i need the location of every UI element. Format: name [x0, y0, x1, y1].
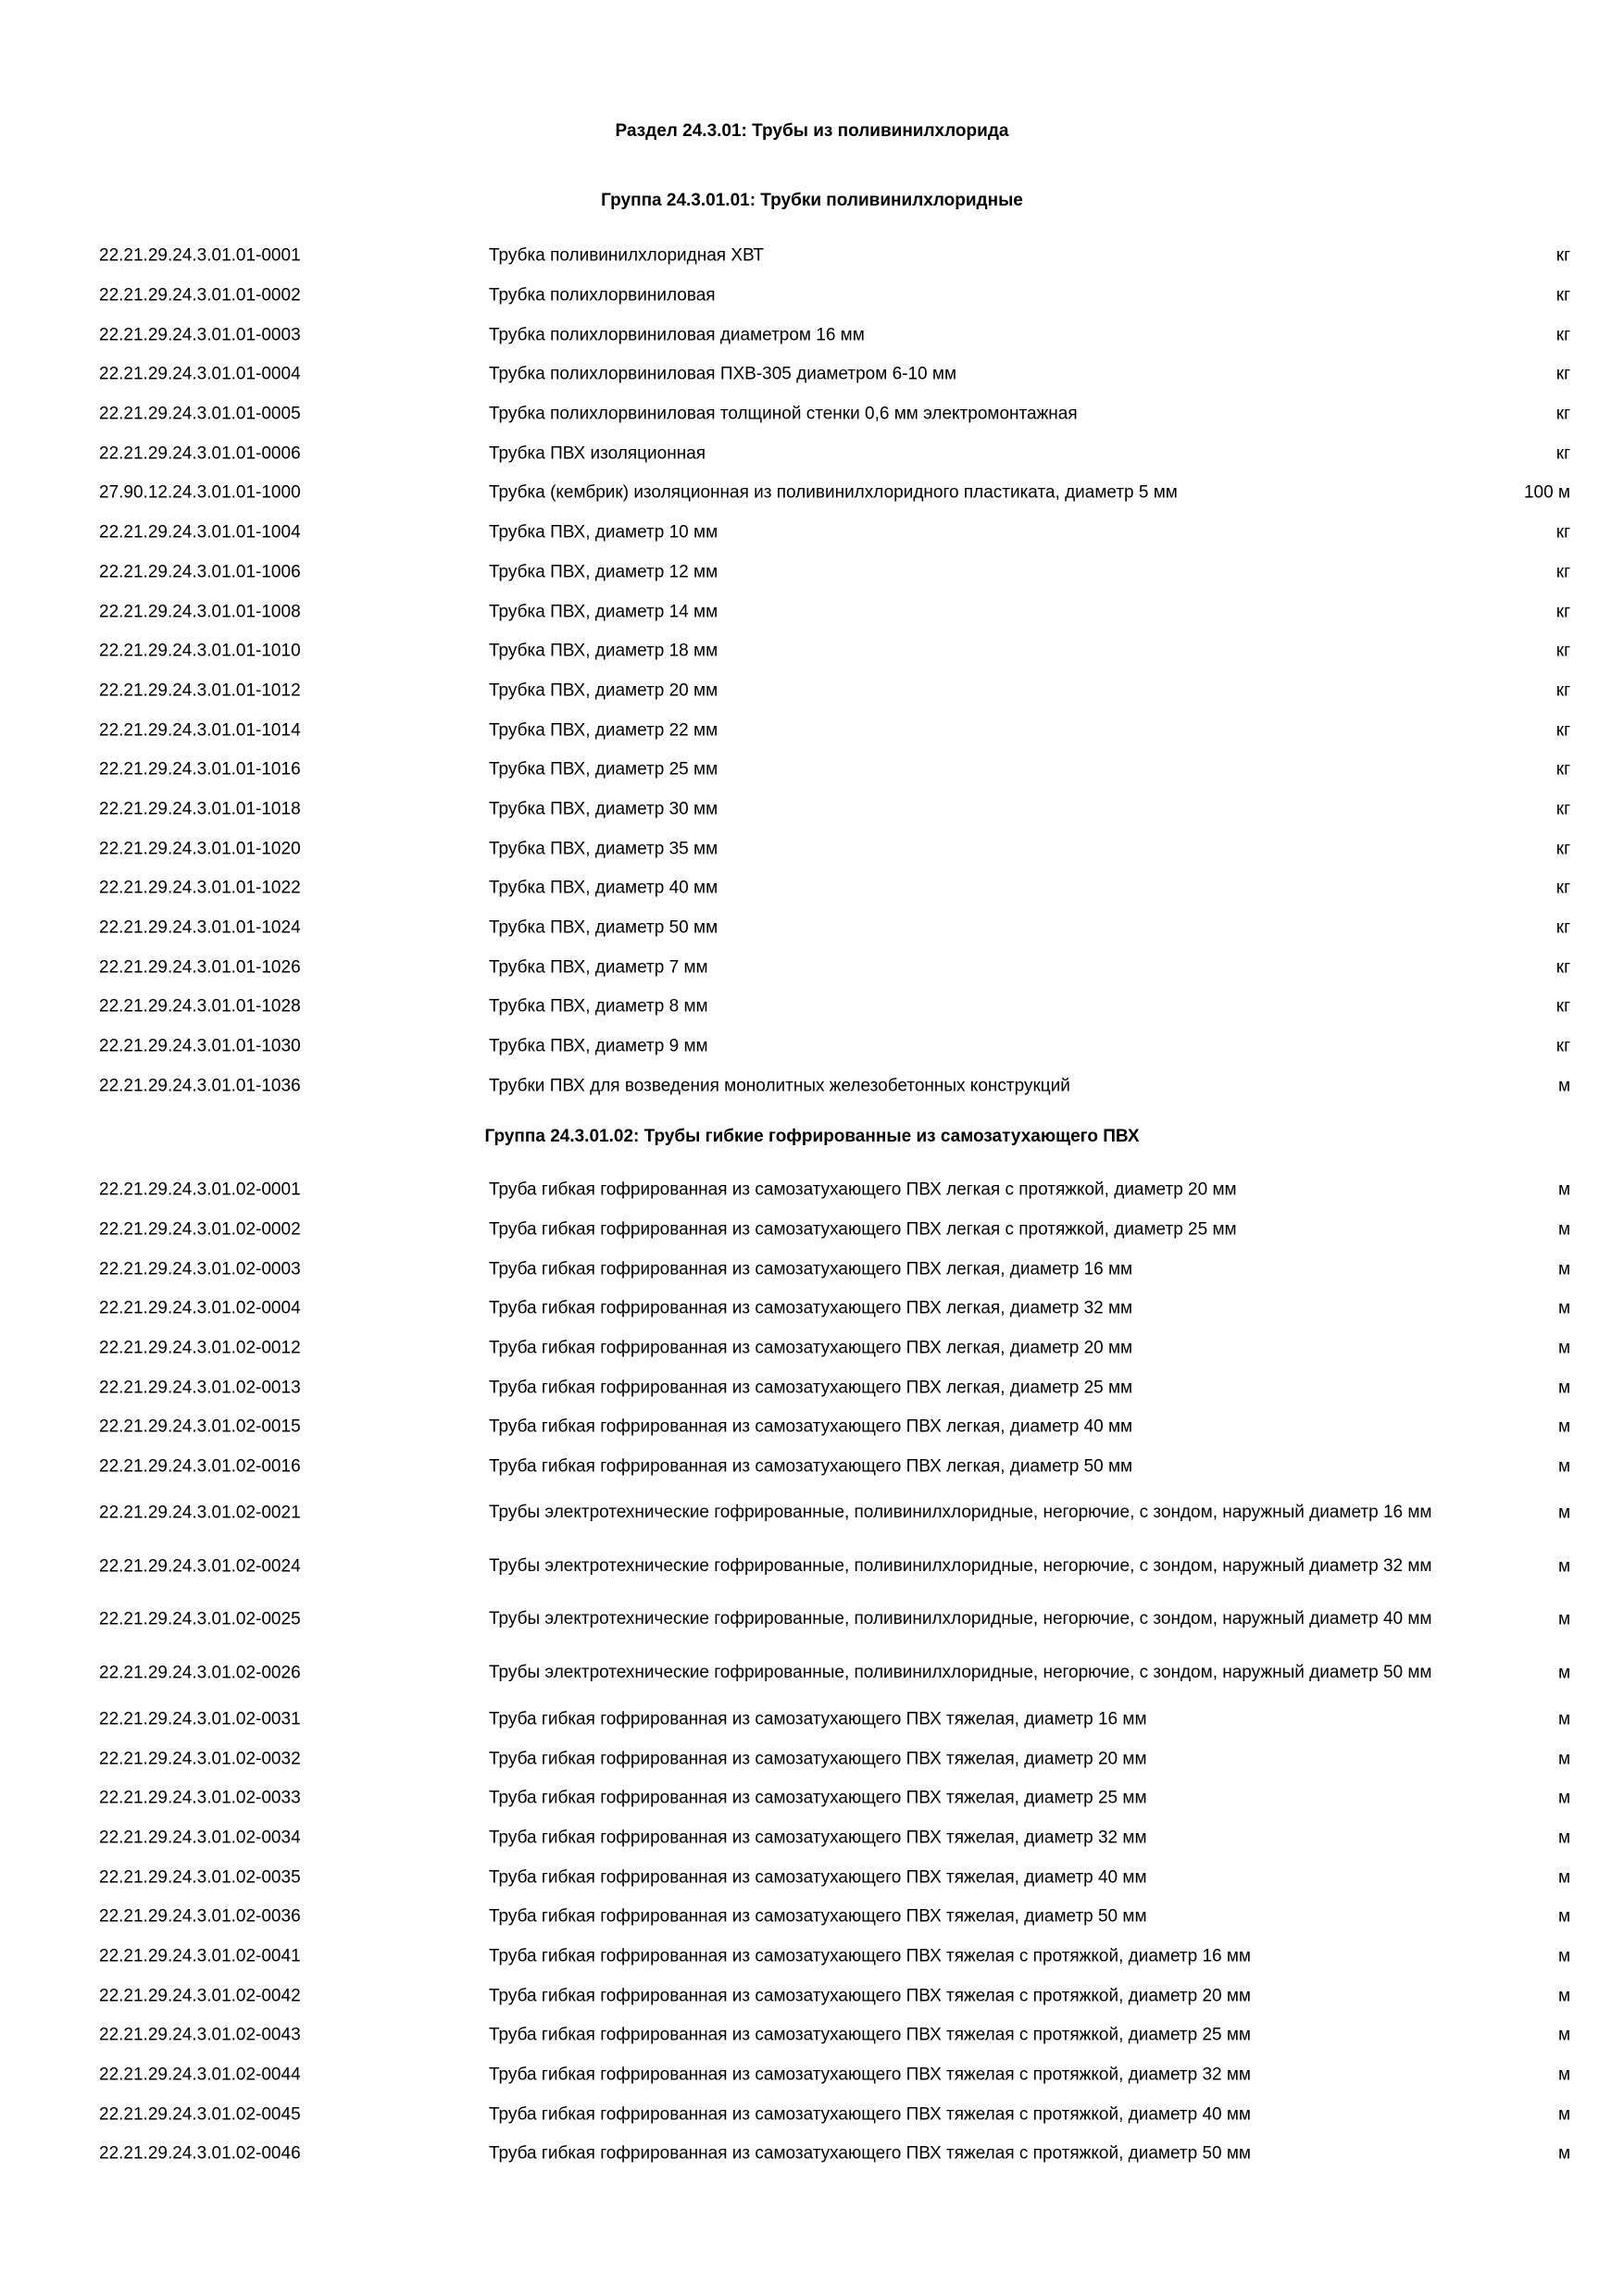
table-row — [0, 1170, 1624, 1210]
resource-code: 22.21.29.24.3.01.02-0043 — [99, 2025, 301, 2045]
resource-code: 22.21.29.24.3.01.02-0046 — [99, 2143, 301, 2164]
resource-name: Трубка ПВХ, диаметр 9 мм — [489, 1036, 708, 1056]
resource-code: 22.21.29.24.3.01.02-0033 — [99, 1788, 301, 1808]
unit-of-measure: м — [1557, 1867, 1570, 1888]
unit-of-measure: кг — [1555, 404, 1570, 424]
resource-code: 22.21.29.24.3.01.02-0012 — [99, 1338, 301, 1358]
resource-name: Трубы электротехнические гофрированные, поливинилхлоридные, негорючие, с зондом, наружный диаметр 40 мм — [489, 1609, 1432, 1629]
table-row — [0, 1593, 1624, 1647]
unit-of-measure: кг — [1555, 878, 1570, 898]
resource-code: 22.21.29.24.3.01.02-0035 — [99, 1867, 301, 1888]
table-row — [0, 671, 1624, 711]
resource-code: 22.21.29.24.3.01.02-0015 — [99, 1416, 301, 1437]
unit-of-measure: м — [1557, 1709, 1570, 1729]
table-row — [0, 1540, 1624, 1593]
table-row — [0, 1210, 1624, 1250]
table-row — [0, 1818, 1624, 1858]
unit-of-measure: м — [1557, 1749, 1570, 1769]
table-row — [0, 1937, 1624, 1977]
table-row — [0, 473, 1624, 513]
resource-name: Труба гибкая гофрированная из самозатухающего ПВХ легкая с протяжкой, диаметр 20 мм — [489, 1179, 1237, 1200]
table-row — [0, 631, 1624, 671]
resource-name: Трубка полихлорвиниловая толщиной стенки 0,6 мм электромонтажная — [489, 404, 1078, 424]
unit-of-measure: м — [1557, 2065, 1570, 2085]
unit-of-measure: кг — [1555, 364, 1570, 384]
group-1-rows — [0, 236, 1624, 1105]
resource-name: Труба гибкая гофрированная из самозатухающего ПВХ тяжелая с протяжкой, диаметр 20 мм — [489, 1986, 1251, 2006]
resource-code: 22.21.29.24.3.01.01-1026 — [99, 957, 301, 978]
unit-of-measure: м — [1557, 1946, 1570, 1966]
table-row — [0, 2094, 1624, 2134]
unit-of-measure: м — [1557, 1609, 1570, 1629]
unit-of-measure: кг — [1555, 839, 1570, 859]
resource-name: Труба гибкая гофрированная из самозатухающего ПВХ тяжелая с протяжкой, диаметр 16 мм — [489, 1946, 1251, 1966]
resource-name: Труба гибкая гофрированная из самозатухающего ПВХ тяжелая, диаметр 16 мм — [489, 1709, 1147, 1729]
resource-name: Трубы электротехнические гофрированные, поливинилхлоридные, негорючие, с зондом, наружный диаметр 16 мм — [489, 1503, 1432, 1523]
resource-code: 22.21.29.24.3.01.01-1020 — [99, 839, 301, 859]
resource-code: 22.21.29.24.3.01.02-0016 — [99, 1456, 301, 1477]
resource-name: Трубка ПВХ, диаметр 35 мм — [489, 839, 718, 859]
unit-of-measure: м — [1557, 1663, 1570, 1683]
table-row — [0, 750, 1624, 790]
unit-of-measure: кг — [1555, 245, 1570, 266]
resource-code: 22.21.29.24.3.01.02-0044 — [99, 2065, 301, 2085]
table-row — [0, 947, 1624, 987]
table-row — [0, 513, 1624, 553]
table-row — [0, 1739, 1624, 1778]
resource-code: 22.21.29.24.3.01.01-0006 — [99, 443, 301, 464]
resource-code: 22.21.29.24.3.01.02-0042 — [99, 1986, 301, 2006]
resource-code: 22.21.29.24.3.01.02-0021 — [99, 1503, 301, 1523]
unit-of-measure: кг — [1555, 562, 1570, 582]
unit-of-measure: м — [1557, 1378, 1570, 1398]
resource-code: 22.21.29.24.3.01.01-0003 — [99, 325, 301, 345]
resource-code: 22.21.29.24.3.01.02-0026 — [99, 1663, 301, 1683]
resource-code: 22.21.29.24.3.01.01-0001 — [99, 245, 301, 266]
table-row — [0, 1646, 1624, 1700]
unit-of-measure: м — [1557, 2104, 1570, 2125]
resource-code: 22.21.29.24.3.01.01-1024 — [99, 917, 301, 938]
resource-name: Трубка ПВХ, диаметр 12 мм — [489, 562, 718, 582]
resource-name: Трубка полихлорвиниловая ПХВ-305 диаметром 6-10 мм — [489, 364, 957, 384]
table-row — [0, 236, 1624, 276]
resource-code: 22.21.29.24.3.01.01-1006 — [99, 562, 301, 582]
resource-name: Трубка ПВХ, диаметр 8 мм — [489, 996, 708, 1017]
table-row — [0, 908, 1624, 948]
table-row — [0, 2134, 1624, 2174]
resource-name: Трубка ПВХ, диаметр 20 мм — [489, 680, 718, 701]
resource-code: 22.21.29.24.3.01.02-0001 — [99, 1179, 301, 1200]
unit-of-measure: м — [1557, 1219, 1570, 1240]
table-row — [0, 1857, 1624, 1897]
resource-name: Труба гибкая гофрированная из самозатухающего ПВХ легкая, диаметр 32 мм — [489, 1298, 1133, 1318]
resource-name: Трубы электротехнические гофрированные, поливинилхлоридные, негорючие, с зондом, наружный диаметр 32 мм — [489, 1555, 1432, 1576]
resource-code: 22.21.29.24.3.01.02-0025 — [99, 1609, 301, 1629]
table-row — [0, 355, 1624, 394]
resource-code: 22.21.29.24.3.01.01-1008 — [99, 602, 301, 622]
unit-of-measure: м — [1557, 2143, 1570, 2164]
unit-of-measure: кг — [1555, 641, 1570, 661]
resource-code: 22.21.29.24.3.01.01-1018 — [99, 799, 301, 819]
table-row — [0, 1249, 1624, 1289]
unit-of-measure: м — [1557, 1179, 1570, 1200]
table-row — [0, 276, 1624, 316]
resource-name: Трубка ПВХ, диаметр 22 мм — [489, 720, 718, 741]
unit-of-measure: кг — [1555, 285, 1570, 306]
resource-code: 22.21.29.24.3.01.02-0031 — [99, 1709, 301, 1729]
resource-name: Труба гибкая гофрированная из самозатухающего ПВХ тяжелая, диаметр 40 мм — [489, 1867, 1147, 1888]
table-row — [0, 790, 1624, 830]
unit-of-measure: кг — [1555, 917, 1570, 938]
unit-of-measure: м — [1557, 1556, 1570, 1577]
table-row — [0, 868, 1624, 908]
resource-name: Трубка ПВХ изоляционная — [489, 443, 706, 464]
table-row — [0, 1487, 1624, 1541]
resource-name: Труба гибкая гофрированная из самозатухающего ПВХ тяжелая с протяжкой, диаметр 32 мм — [489, 2065, 1251, 2085]
resource-name: Труба гибкая гофрированная из самозатухающего ПВХ тяжелая, диаметр 32 мм — [489, 1828, 1147, 1848]
resource-name: Трубка полихлорвиниловая — [489, 285, 716, 306]
unit-of-measure: кг — [1555, 957, 1570, 978]
unit-of-measure: м — [1557, 1259, 1570, 1279]
resource-code: 22.21.29.24.3.01.02-0045 — [99, 2104, 301, 2125]
group-title-1: Группа 24.3.01.01: Трубки поливинилхлоридные — [601, 191, 1023, 210]
resource-name: Трубка ПВХ, диаметр 10 мм — [489, 522, 718, 543]
unit-of-measure: кг — [1555, 1036, 1570, 1056]
table-row — [0, 1700, 1624, 1740]
resource-name: Труба гибкая гофрированная из самозатухающего ПВХ легкая, диаметр 20 мм — [489, 1338, 1133, 1358]
resource-name: Труба гибкая гофрированная из самозатухающего ПВХ тяжелая, диаметр 50 мм — [489, 1906, 1147, 1927]
resource-code: 22.21.29.24.3.01.01-0004 — [99, 364, 301, 384]
resource-code: 22.21.29.24.3.01.01-1022 — [99, 878, 301, 898]
group-2-rows — [0, 1170, 1624, 2174]
resource-code: 22.21.29.24.3.01.01-1014 — [99, 720, 301, 741]
resource-name: Труба гибкая гофрированная из самозатухающего ПВХ легкая, диаметр 50 мм — [489, 1456, 1133, 1477]
unit-of-measure: м — [1557, 1076, 1570, 1096]
table-row — [0, 987, 1624, 1027]
resource-code: 22.21.29.24.3.01.02-0041 — [99, 1946, 301, 1966]
table-row — [0, 1329, 1624, 1368]
resource-code: 22.21.29.24.3.01.02-0003 — [99, 1259, 301, 1279]
resource-name: Труба гибкая гофрированная из самозатухающего ПВХ легкая, диаметр 40 мм — [489, 1416, 1133, 1437]
unit-of-measure: м — [1557, 1416, 1570, 1437]
unit-of-measure: м — [1557, 1986, 1570, 2006]
resource-name: Труба гибкая гофрированная из самозатухающего ПВХ тяжелая с протяжкой, диаметр 25 мм — [489, 2025, 1251, 2045]
table-row — [0, 592, 1624, 631]
resource-name: Трубка ПВХ, диаметр 14 мм — [489, 602, 718, 622]
unit-of-measure: м — [1557, 1456, 1570, 1477]
table-row — [0, 829, 1624, 868]
table-row — [0, 1027, 1624, 1067]
resource-code: 22.21.29.24.3.01.01-1004 — [99, 522, 301, 543]
unit-of-measure: м — [1557, 2025, 1570, 2045]
unit-of-measure: кг — [1555, 443, 1570, 464]
unit-of-measure: кг — [1555, 325, 1570, 345]
unit-of-measure: кг — [1555, 720, 1570, 741]
group-title-2: Группа 24.3.01.02: Трубы гибкие гофрированные из самозатухающего ПВХ — [484, 1127, 1140, 1146]
resource-name: Трубка поливинилхлоридная ХВТ — [489, 245, 765, 266]
resource-code: 22.21.29.24.3.01.01-0005 — [99, 404, 301, 424]
table-row — [0, 394, 1624, 434]
resource-name: Трубка ПВХ, диаметр 50 мм — [489, 917, 718, 938]
resource-code: 22.21.29.24.3.01.01-1010 — [99, 641, 301, 661]
unit-of-measure: м — [1557, 1788, 1570, 1808]
resource-name: Трубка ПВХ, диаметр 30 мм — [489, 799, 718, 819]
unit-of-measure: кг — [1555, 996, 1570, 1017]
resource-code: 22.21.29.24.3.01.02-0013 — [99, 1378, 301, 1398]
resource-name: Труба гибкая гофрированная из самозатухающего ПВХ легкая с протяжкой, диаметр 25 мм — [489, 1219, 1237, 1240]
section-title: Раздел 24.3.01: Трубы из поливинилхлорида — [615, 121, 1009, 141]
resource-name: Трубка ПВХ, диаметр 25 мм — [489, 759, 718, 780]
unit-of-measure: м — [1557, 1828, 1570, 1848]
resource-name: Труба гибкая гофрированная из самозатухающего ПВХ тяжелая, диаметр 25 мм — [489, 1788, 1147, 1808]
unit-of-measure: кг — [1555, 522, 1570, 543]
resource-code: 22.21.29.24.3.01.01-0002 — [99, 285, 301, 306]
resource-name: Трубки ПВХ для возведения монолитных железобетонных конструкций — [489, 1076, 1070, 1096]
table-row — [0, 1897, 1624, 1937]
table-row — [0, 1066, 1624, 1105]
resource-name: Труба гибкая гофрированная из самозатухающего ПВХ легкая, диаметр 16 мм — [489, 1259, 1133, 1279]
resource-code: 22.21.29.24.3.01.02-0032 — [99, 1749, 301, 1769]
table-row — [0, 553, 1624, 593]
resource-code: 22.21.29.24.3.01.01-1016 — [99, 759, 301, 780]
resource-code: 22.21.29.24.3.01.01-1028 — [99, 996, 301, 1017]
unit-of-measure: кг — [1555, 602, 1570, 622]
resource-name: Трубка ПВХ, диаметр 18 мм — [489, 641, 718, 661]
table-row — [0, 2015, 1624, 2055]
resource-name: Трубка ПВХ, диаметр 7 мм — [489, 957, 708, 978]
table-row — [0, 1447, 1624, 1487]
unit-of-measure: м — [1557, 1298, 1570, 1318]
table-row — [0, 433, 1624, 473]
resource-name: Труба гибкая гофрированная из самозатухающего ПВХ тяжелая, диаметр 20 мм — [489, 1749, 1147, 1769]
unit-of-measure: кг — [1555, 759, 1570, 780]
resource-code: 22.21.29.24.3.01.01-1036 — [99, 1076, 301, 1096]
table-row — [0, 710, 1624, 750]
resource-name: Трубы электротехнические гофрированные, поливинилхлоридные, негорючие, с зондом, наружный диаметр 50 мм — [489, 1662, 1432, 1682]
resource-code: 22.21.29.24.3.01.01-1030 — [99, 1036, 301, 1056]
resource-name: Трубка полихлорвиниловая диаметром 16 мм — [489, 325, 865, 345]
table-row — [0, 2055, 1624, 2095]
resource-code: 22.21.29.24.3.01.02-0036 — [99, 1906, 301, 1927]
resource-code: 22.21.29.24.3.01.02-0024 — [99, 1556, 301, 1577]
unit-of-measure: м — [1557, 1906, 1570, 1927]
table-row — [0, 1367, 1624, 1407]
unit-of-measure: кг — [1555, 680, 1570, 701]
resource-name: Трубка (кембрик) изоляционная из поливинилхлоридного пластиката, диаметр 5 мм — [489, 482, 1178, 503]
table-row — [0, 1976, 1624, 2015]
unit-of-measure: м — [1557, 1338, 1570, 1358]
unit-of-measure: 100 м — [1523, 482, 1570, 503]
unit-of-measure: м — [1557, 1503, 1570, 1523]
resource-code: 22.21.29.24.3.01.01-1012 — [99, 680, 301, 701]
table-row — [0, 1407, 1624, 1447]
resource-code: 22.21.29.24.3.01.02-0034 — [99, 1828, 301, 1848]
resource-name: Труба гибкая гофрированная из самозатухающего ПВХ легкая, диаметр 25 мм — [489, 1378, 1133, 1398]
table-row — [0, 1778, 1624, 1818]
resource-code: 22.21.29.24.3.01.02-0004 — [99, 1298, 301, 1318]
resource-code: 22.21.29.24.3.01.02-0002 — [99, 1219, 301, 1240]
resource-code: 27.90.12.24.3.01.01-1000 — [99, 482, 301, 503]
table-row — [0, 315, 1624, 355]
resource-name: Трубка ПВХ, диаметр 40 мм — [489, 878, 718, 898]
unit-of-measure: кг — [1555, 799, 1570, 819]
resource-name: Труба гибкая гофрированная из самозатухающего ПВХ тяжелая с протяжкой, диаметр 50 мм — [489, 2143, 1251, 2164]
resource-name: Труба гибкая гофрированная из самозатухающего ПВХ тяжелая с протяжкой, диаметр 40 мм — [489, 2104, 1251, 2125]
table-row — [0, 1289, 1624, 1329]
